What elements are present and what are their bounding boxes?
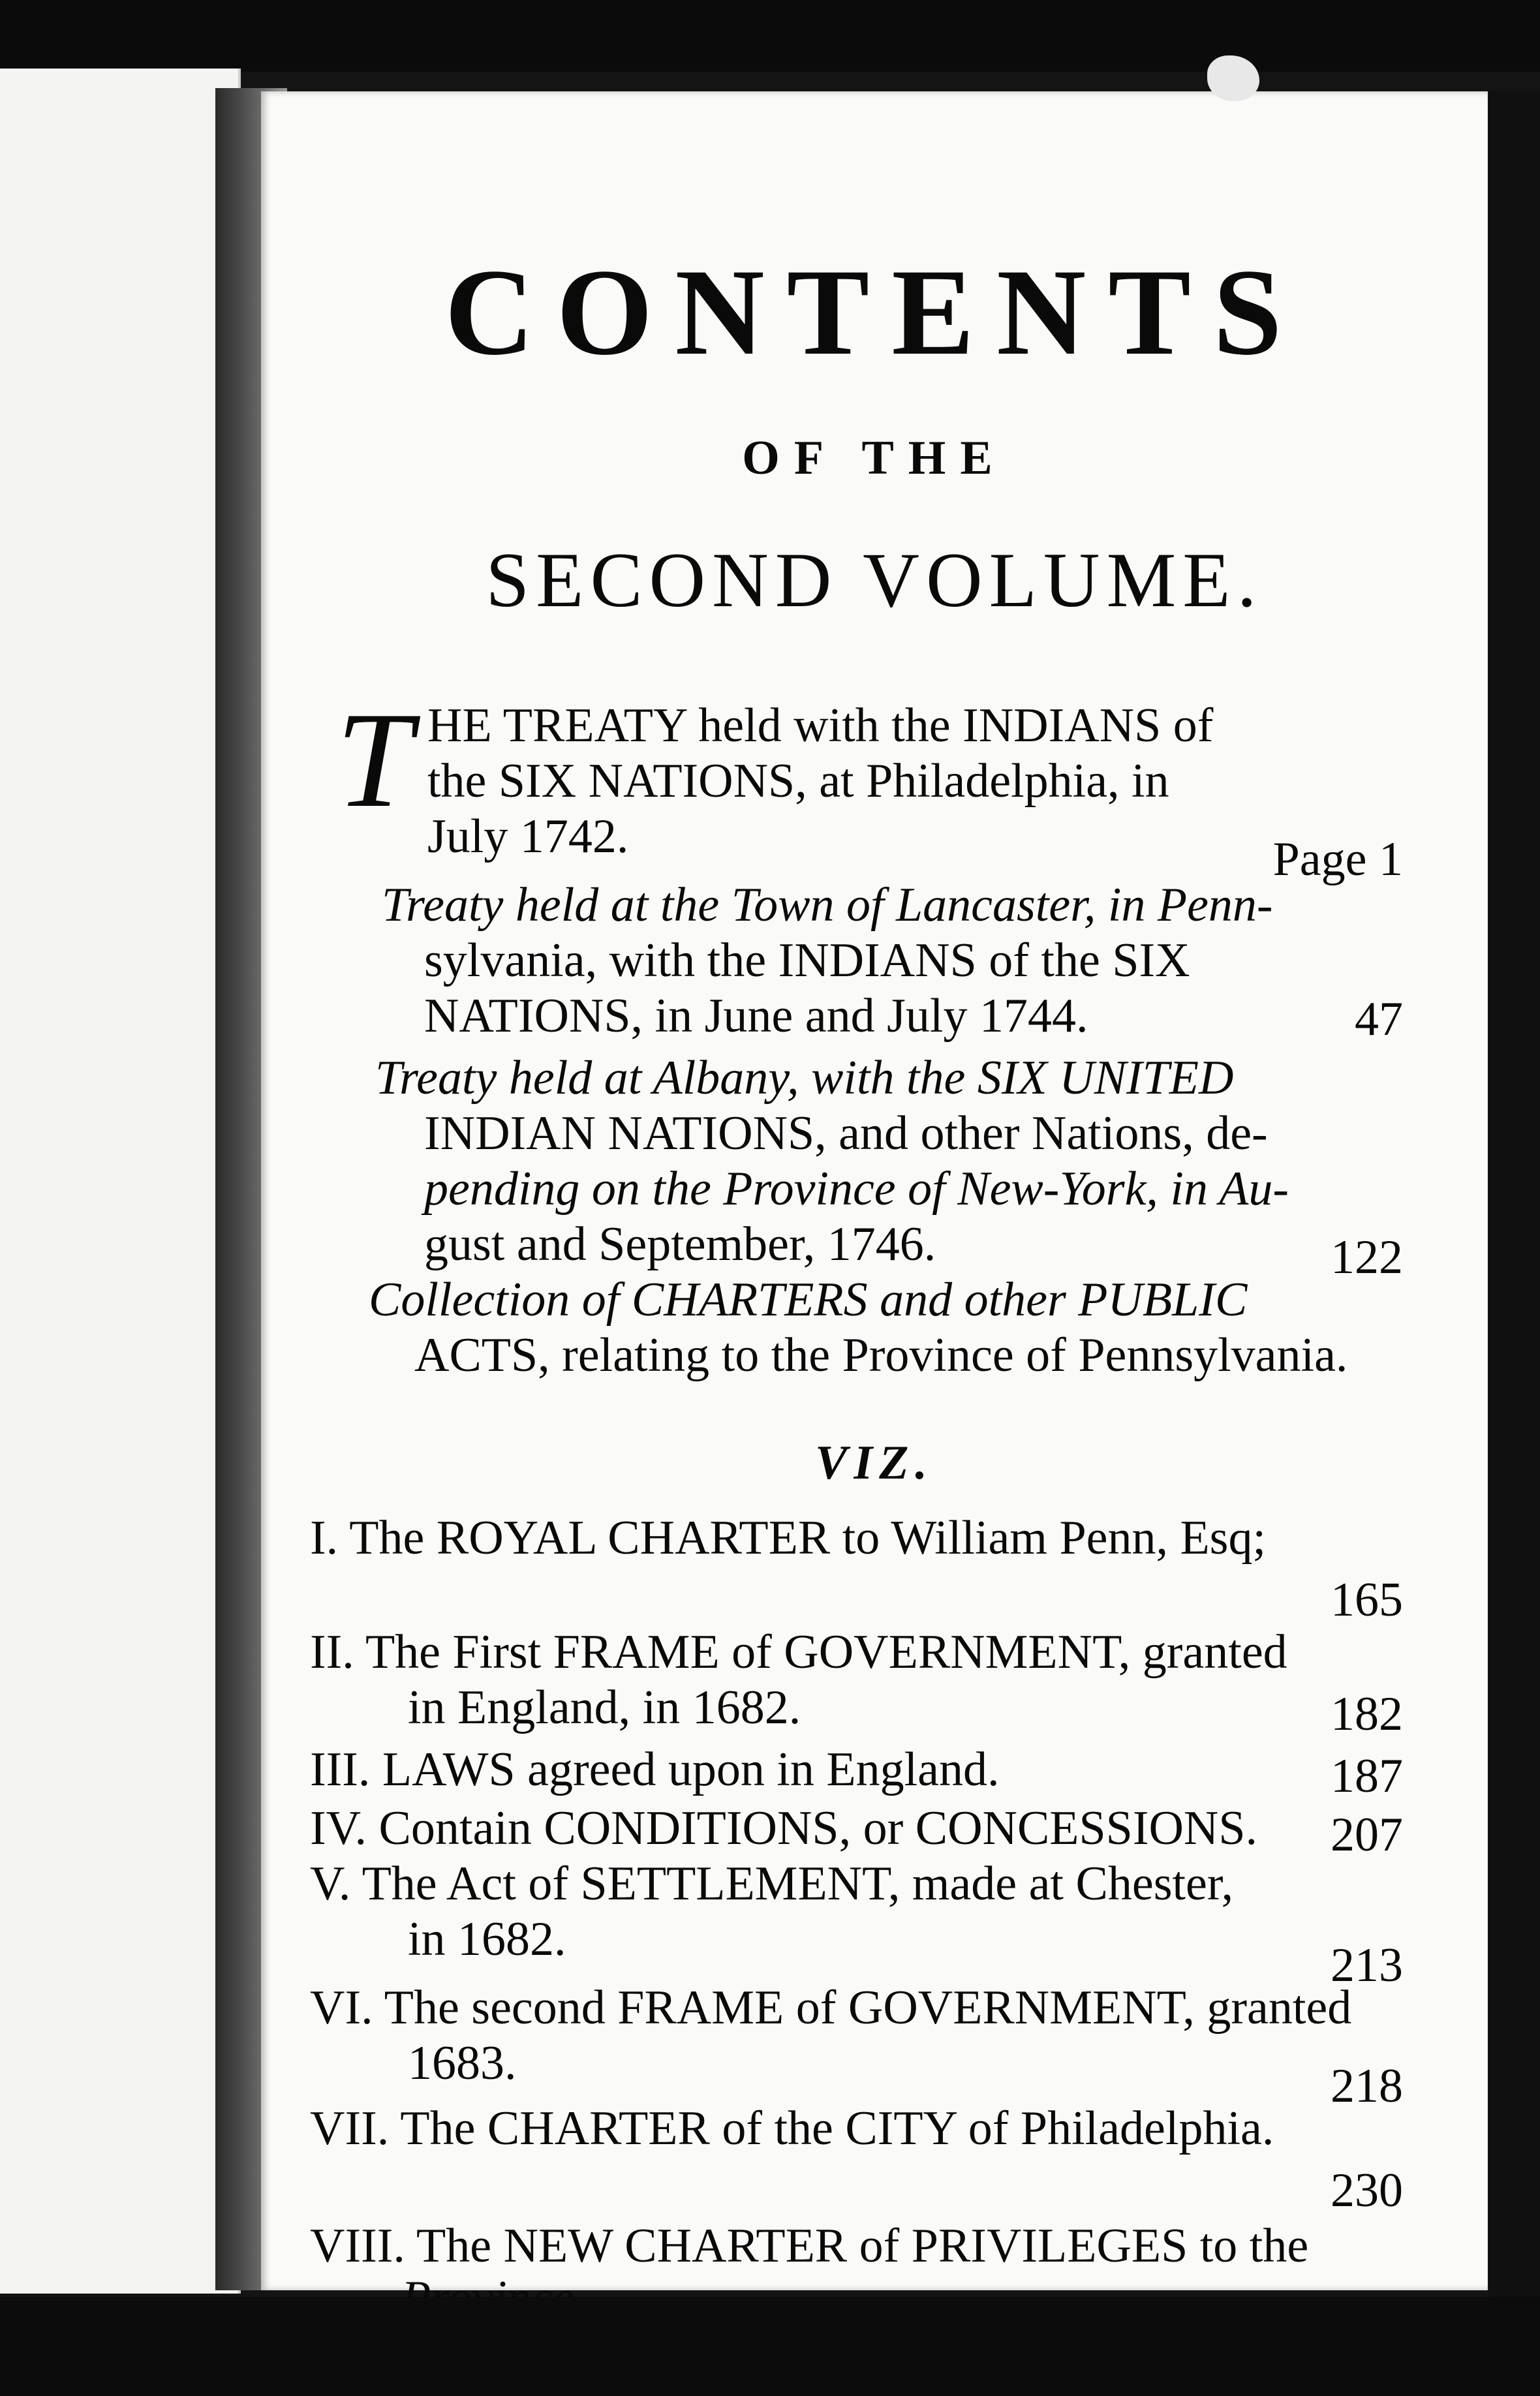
entry-1-line-1: HE TREATY held with the INDIANS of — [427, 699, 1214, 752]
entry-1-page: Page 1 — [1272, 833, 1403, 886]
top-shadow — [0, 0, 1540, 72]
volume-title: SECOND VOLUME. — [485, 536, 1263, 623]
entry-3-line-4: gust and September, 1746. — [424, 1218, 936, 1271]
item-5-page: 213 — [1331, 1939, 1403, 1992]
item-1-page: 165 — [1331, 1573, 1403, 1627]
entry-3-line-1: Treaty held at Albany, with the SIX UNITED — [375, 1051, 1234, 1105]
right-edge-shadow — [1489, 91, 1540, 2297]
item-2-line-1: II. The First FRAME of GOVERNMENT, granted — [310, 1625, 1287, 1679]
page-title: CONTENTS — [444, 244, 1304, 381]
item-5-line-1: V. The Act of SETTLEMENT, made at Chester, — [310, 1857, 1234, 1911]
entry-1-line-3: July 1742. — [427, 810, 629, 863]
contents-page — [261, 91, 1488, 2290]
entry-4-line-2: ACTS, relating to the Province of Pennsylvania. — [414, 1329, 1348, 1382]
item-5-line-2: in 1682. — [408, 1912, 566, 1966]
item-7-line-1: VII. The CHARTER of the CITY of Philadelphia. — [310, 2102, 1274, 2155]
item-2-page: 182 — [1331, 1687, 1403, 1741]
entry-3-line-2: INDIAN NATIONS, and other Nations, de- — [424, 1107, 1268, 1160]
viz-heading: VIZ. — [815, 1436, 934, 1490]
item-4-page: 207 — [1331, 1808, 1403, 1862]
item-7-page: 230 — [1331, 2164, 1403, 2217]
bottom-shadow — [0, 2297, 1540, 2396]
item-8-line-1: VIII. The NEW CHARTER of PRIVILEGES to the — [310, 2219, 1309, 2273]
entry-4-line-1: Collection of CHARTERS and other PUBLIC — [369, 1273, 1248, 1327]
item-2-line-2: in England, in 1682. — [408, 1681, 801, 1734]
item-3-line-1: III. LAWS agreed upon in England. — [310, 1743, 1000, 1796]
item-6-page: 218 — [1331, 2059, 1403, 2113]
item-4-line-1: IV. Contain CONDITIONS, or CONCESSIONS. — [310, 1802, 1257, 1855]
item-6-line-1: VI. The second FRAME of GOVERNMENT, granted — [310, 1981, 1352, 2035]
entry-2-line-2: sylvania, with the INDIANS of the SIX — [424, 934, 1190, 987]
drop-cap: T — [336, 684, 412, 836]
item-6-line-2: 1683. — [408, 2036, 517, 2090]
entry-2-line-1: Treaty held at the Town of Lancaster, in Penn- — [382, 878, 1273, 932]
entry-2-page: 47 — [1355, 992, 1403, 1046]
subtitle-of-the: OF THE — [742, 431, 1007, 485]
facing-page — [0, 69, 241, 2294]
entry-2-line-3: NATIONS, in June and July 1744. — [424, 989, 1088, 1043]
entry-3-page: 122 — [1331, 1231, 1403, 1284]
item-3-page: 187 — [1331, 1749, 1403, 1803]
entry-3-line-3: pending on the Province of New-York, in Au- — [424, 1162, 1289, 1216]
entry-1-line-2: the SIX NATIONS, at Philadelphia, in — [427, 754, 1169, 808]
item-1-line-1: I. The ROYAL CHARTER to William Penn, Esq; — [310, 1511, 1267, 1565]
